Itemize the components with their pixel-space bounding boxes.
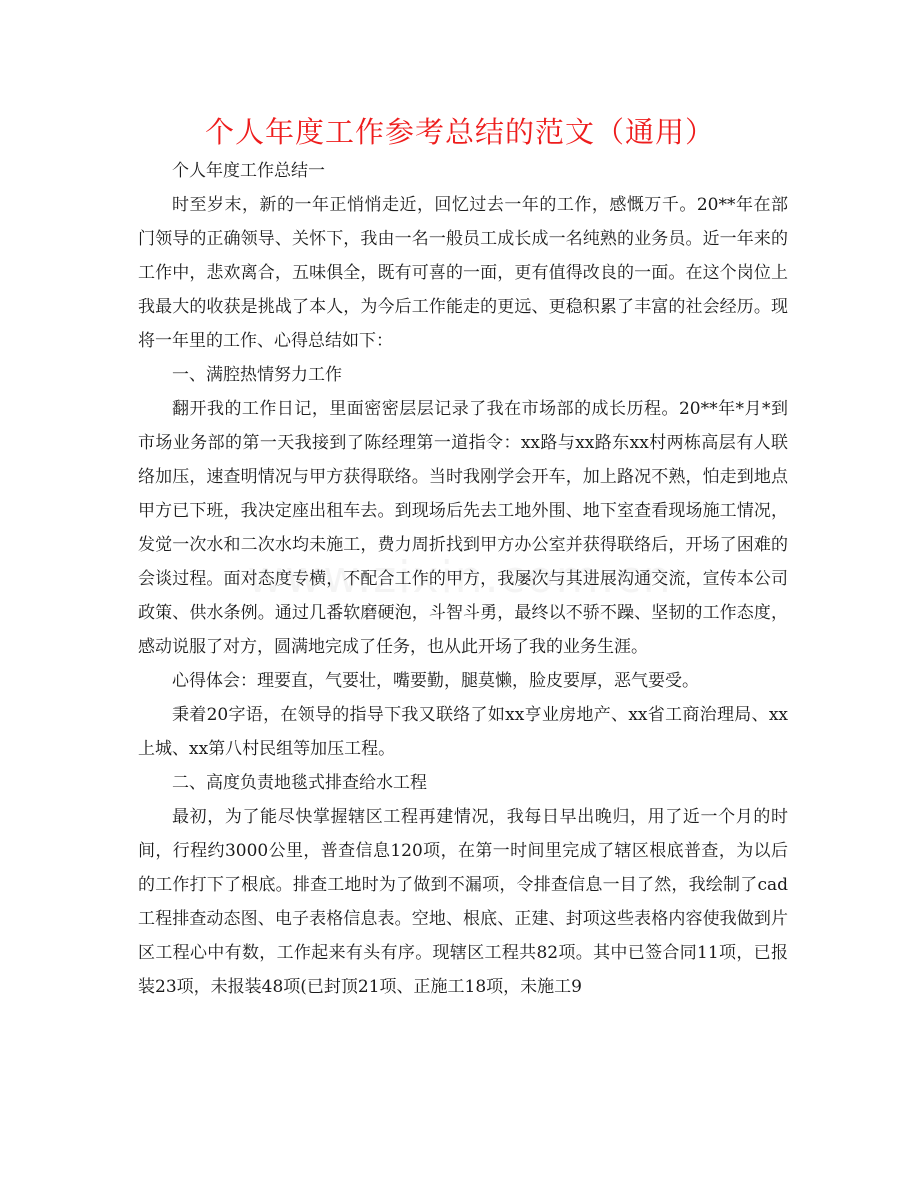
paragraph-projects: 秉着20字语，在领导的指导下我又联络了如xx亨业房地产、xx省工商治理局、xx上城、xx第八村民组等加压工程。 [138, 705, 788, 759]
paragraph-work-diary: 翻开我的工作日记，里面密密层层记录了我在市场部的成长历程。20**年*月*到市场业务部的第一天我接到了陈经理第一道指令：xx路与xx路东xx村两栋高层有人联络加压，速查明情况与甲方获得联络。当时我刚学会开车，加上路况不熟，怕走到地点甲方已下班，我决定座出租车去。到现场后先去工地外围、地下室查看现场施工情况，发觉一次水和二次水均未施工，费力周折找到甲方办公室并获得联络后，开场了困难的会谈过程。面对态度专横，不配合工作的甲方，我屡次与其进展沟通交流，宣传本公司政策、供水条例。通过几番软磨硬泡，斗智斗勇，最终以不骄不躁、坚韧的工作态度，感动说服了对方，圆满地完成了任务，也从此开场了我的业务生涯。 [138, 399, 788, 657]
section-heading-summary-one: 个人年度工作总结一 [172, 161, 325, 181]
paragraph-survey: 最初，为了能尽快掌握辖区工程再建情况，我每日早出晚归，用了近一个月的时间，行程约3000公里，普查信息120项，在第一时间里完成了辖区根底普查，为以后的工作打下了根底。排查工地时为了做到不漏项，令排查信息一目了然，我绘制了cad工程排查动态图、电子表格信息表。空地、根底、正建、封项这些表格内容使我做到片区工程心中有数，工作起来有头有序。现辖区工程共82项。其中已签合同11项，已报装23项，未报装48项(已封顶21项、正施工18项，未施工9 [138, 807, 788, 997]
paragraph-intro: 时至岁末，新的一年正悄悄走近，回忆过去一年的工作，感慨万千。20**年在部门领导的正确领导、关怀下，我由一名一般员工成长成一名纯熟的业务员。近一年来的工作中，悲欢离合，五味俱全，既有可喜的一面，更有值得改良的一面。在这个岗位上我最大的收获是挑战了本人，为今后工作能走的更远、更稳积累了丰富的社会经历。现将一年里的工作、心得总结如下： [138, 195, 788, 351]
document-title: 个人年度工作参考总结的范文（通用） [204, 115, 715, 149]
paragraph-experience: 心得体会：理要直，气要壮，嘴要勤，腿莫懒，脸皮要厚，恶气要受。 [172, 671, 699, 691]
section-heading-one: 一、满腔热情努力工作 [172, 365, 342, 385]
section-heading-two: 二、高度负责地毯式排查给水工程 [172, 773, 427, 793]
document-body [138, 154, 788, 1004]
